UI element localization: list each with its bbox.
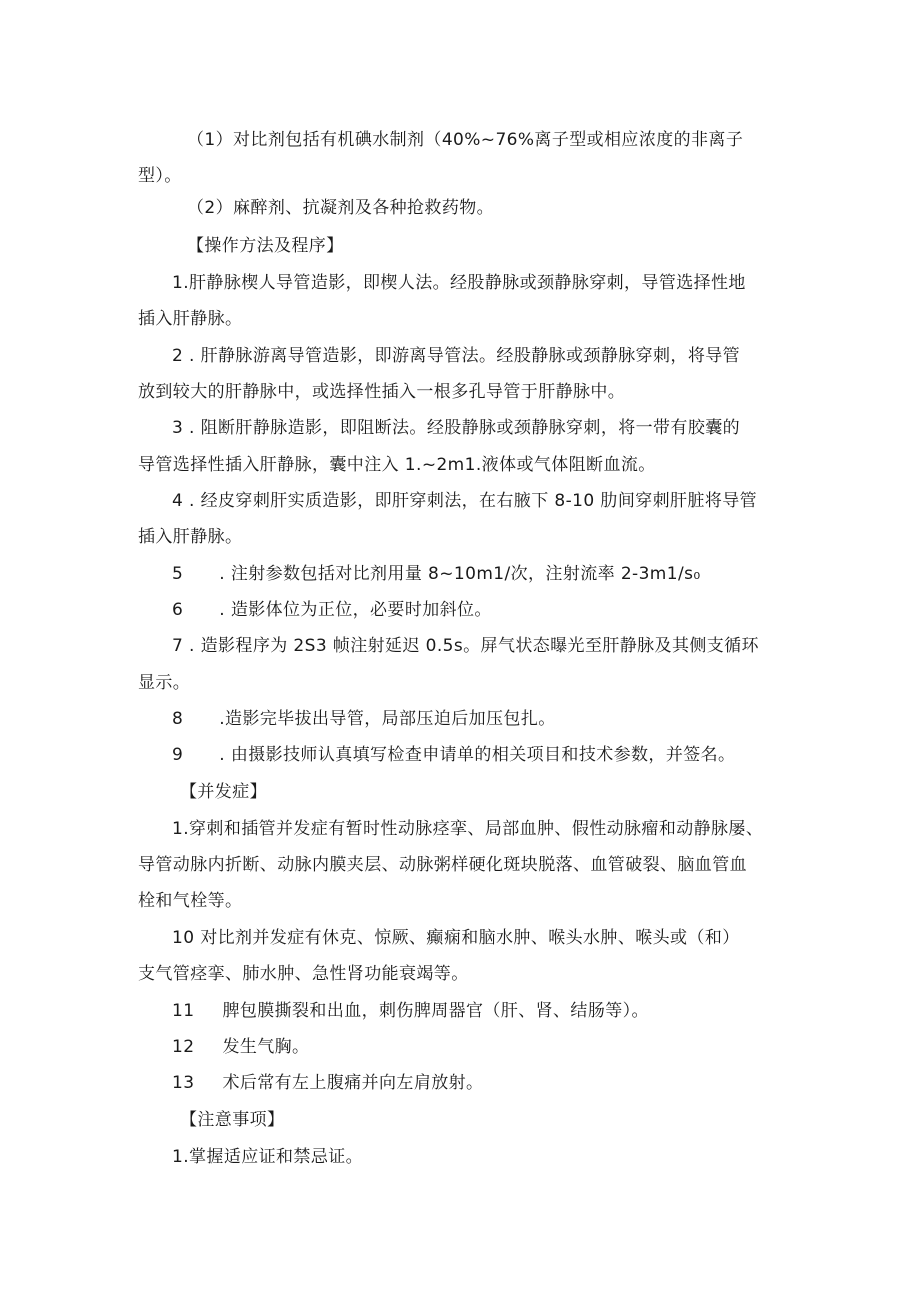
step-4-line-1: 4 . 经皮穿刺肝实质造影，即肝穿刺法，在右腋下 8-10 肋间穿刺肝脏将导管 bbox=[172, 491, 758, 511]
step-6-text: . 造影体位为正位，必要时加斜位。 bbox=[219, 600, 492, 620]
anesthetics-line: （2）麻醉剂、抗凝剂及各种抢救药物。 bbox=[187, 198, 495, 218]
complication-11-number: 11 bbox=[172, 1001, 195, 1021]
step-9-line bbox=[172, 743, 735, 767]
contrast-agent-line-1: （1）对比剂包括有机碘水制剂（40%~76%离子型或相应浓度的非离子 bbox=[187, 130, 744, 150]
complication-1-line-2: 导管动脉内折断、动脉内膜夹层、动脉粥样硬化斑块脱落、血管破裂、脑血管血 bbox=[138, 855, 747, 875]
step-1-line-1: 1.肝静脉楔人导管造影，即楔人法。经股静脉或颈静脉穿刺，导管选择性地 bbox=[172, 273, 746, 293]
step-2-line-1: 2 . 肝静脉游离导管造影，即游离导管法。经股静脉或颈静脉穿刺，将导管 bbox=[172, 346, 741, 366]
complication-12-number: 12 bbox=[172, 1037, 195, 1057]
complication-12-line bbox=[172, 1035, 309, 1059]
complication-1-line-3: 栓和气栓等。 bbox=[138, 891, 243, 911]
complication-12-text: 发生气胸。 bbox=[222, 1037, 310, 1057]
step-8-text: .造影完毕拔出导管，局部压迫后加压包扎。 bbox=[219, 709, 556, 729]
heading-complications: 【并发症】 bbox=[180, 782, 267, 802]
note-1-line: 1.掌握适应证和禁忌证。 bbox=[172, 1147, 364, 1167]
complication-11-text: 脾包膜撕裂和出血，刺伤脾周器官（肝、肾、结肠等）。 bbox=[222, 1001, 649, 1021]
complication-10-line-1: 10 对比剂并发症有休克、惊厥、癫痫和脑水肿、喉头水肿、喉头或（和） bbox=[172, 928, 740, 948]
heading-procedure: 【操作方法及程序】 bbox=[187, 236, 344, 256]
complication-10-line-2: 支气管痉挛、肺水肿、急性肾功能衰竭等。 bbox=[138, 964, 469, 984]
step-3-line-2: 导管选择性插入肝静脉，囊中注入 1.~2m1.液体或气体阻断血流。 bbox=[138, 455, 656, 475]
complication-13-text: 术后常有左上腹痛并向左肩放射。 bbox=[222, 1073, 484, 1093]
step-8-number: 8 bbox=[172, 709, 184, 729]
step-9-number: 9 bbox=[172, 745, 184, 765]
step-1-line-2: 插入肝静脉。 bbox=[138, 309, 243, 329]
contrast-agent-line-2: 型）。 bbox=[138, 166, 182, 186]
step-5-text: . 注射参数包括对比剂用量 8~10m1/次，注射流率 2-3m1/s₀ bbox=[219, 564, 701, 584]
complication-13-number: 13 bbox=[172, 1073, 195, 1093]
step-6-line bbox=[172, 598, 492, 622]
complication-11-line bbox=[172, 999, 649, 1023]
step-8-line bbox=[172, 707, 556, 731]
step-6-number: 6 bbox=[172, 600, 184, 620]
step-3-line-1: 3 . 阻断肝静脉造影，即阻断法。经股静脉或颈静脉穿刺，将一带有胶囊的 bbox=[172, 418, 741, 438]
complication-13-line bbox=[172, 1071, 483, 1095]
step-5-line bbox=[172, 562, 701, 586]
complication-1-line-1: 1.穿刺和插管并发症有暂时性动脉痉挛、局部血肿、假性动脉瘤和动静脉屡、 bbox=[172, 819, 764, 839]
step-7-line-1: 7 . 造影程序为 2S3 帧注射延迟 0.5s。屏气状态曝光至肝静脉及其侧支循环 bbox=[172, 636, 759, 656]
step-7-line-2: 显示。 bbox=[138, 673, 191, 693]
step-5-number: 5 bbox=[172, 564, 184, 584]
step-9-text: . 由摄影技师认真填写检查申请单的相关项目和技术参数，并签名。 bbox=[219, 745, 736, 765]
heading-notes: 【注意事项】 bbox=[180, 1110, 285, 1130]
step-2-line-2: 放到较大的肝静脉中，或选择性插入一根多孔导管于肝静脉中。 bbox=[138, 382, 626, 402]
step-4-line-2: 插入肝静脉。 bbox=[138, 527, 243, 547]
